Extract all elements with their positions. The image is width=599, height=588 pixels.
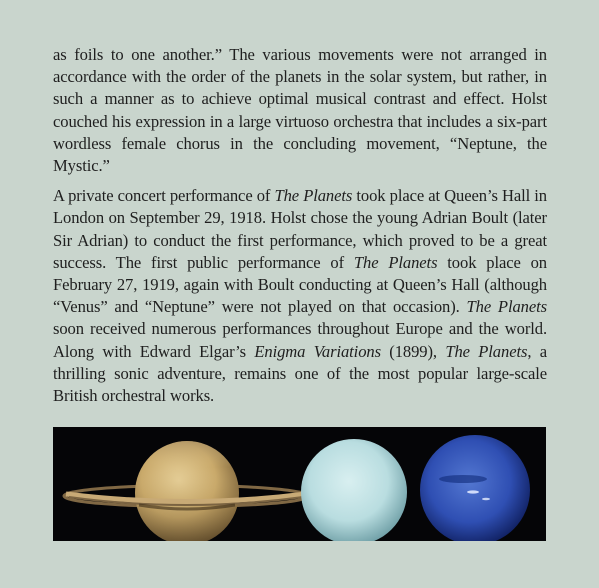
text-segment: took place on February 27, 1919, again with Boult conducting at Queen’s Hall (although “Venus” and “Neptune” were not played on that occasion). bbox=[53, 252, 547, 317]
text-segment: soon received numerous performances throughout Europe and the world. Along with Edward Elgar’s bbox=[53, 319, 547, 361]
work-title: The Planets bbox=[353, 252, 438, 272]
text-segment: took place at Queen’s Hall in London on September 29, 1918. Holst chose the young Adrian Boult (later Sir Adrian) to conduct the first performance, which proved to be a great success. The first public performance of bbox=[53, 186, 547, 272]
work-title: The Planets bbox=[466, 297, 547, 317]
work-title: The Planets bbox=[274, 186, 353, 206]
paragraph-1 bbox=[53, 44, 547, 177]
planets-illustration bbox=[53, 427, 546, 541]
text-segment: , a thrilling sonic adventure, remains one of the most popular large-scale British orchestral works. bbox=[53, 341, 547, 406]
work-title: Enigma Variations bbox=[254, 341, 381, 361]
planets-image bbox=[53, 427, 546, 541]
text-segment: A private concert performance of bbox=[53, 186, 275, 206]
text-segment: as foils to one another.” The various movements were not arranged in accordance with the order of the planets in the solar system, but rather, in such a manner as to achieve optimal musical contrast and effect. Holst couched his expression in a large virtuoso orchestra that includes a six-part wordless female chorus in the concluding movement, “Neptune, the Mystic.” bbox=[53, 45, 547, 176]
text-segment: (1899), bbox=[380, 341, 446, 361]
uranus bbox=[301, 439, 407, 541]
body-text bbox=[53, 44, 547, 415]
neptune bbox=[420, 435, 530, 541]
work-title: The Planets bbox=[445, 341, 528, 361]
saturn bbox=[64, 441, 308, 541]
paragraph-2 bbox=[53, 185, 547, 407]
